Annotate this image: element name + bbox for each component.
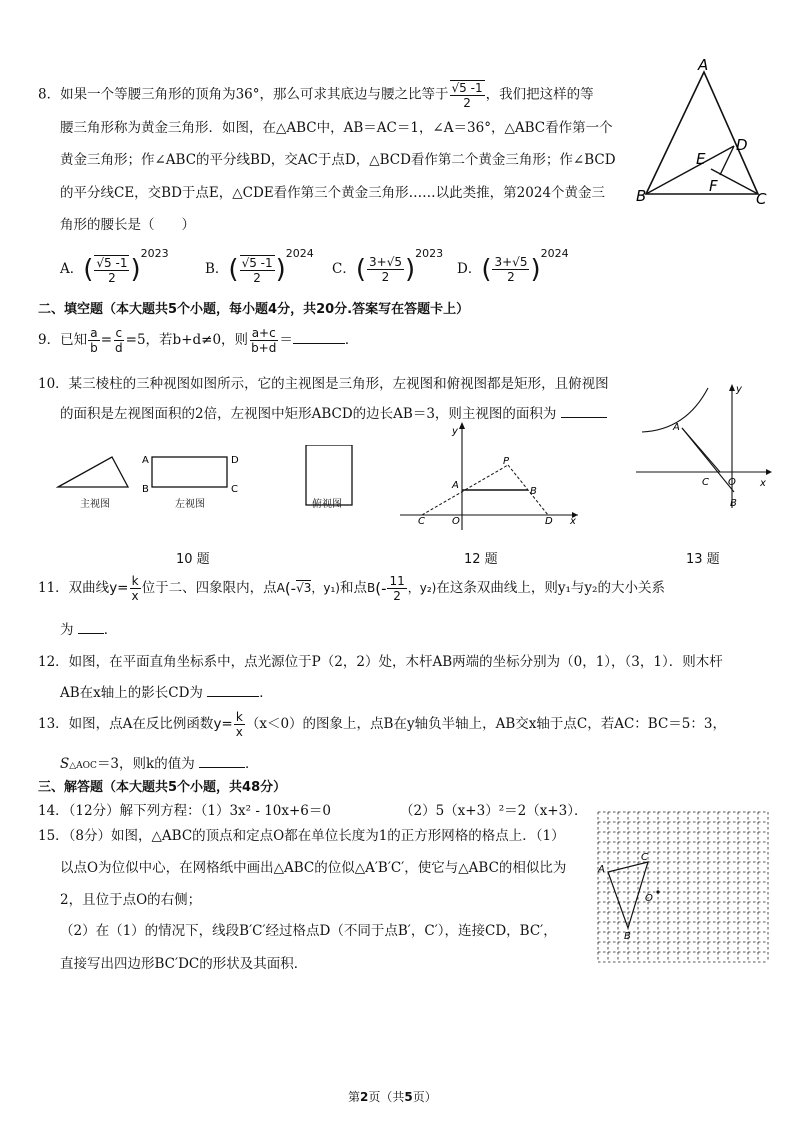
q15-grid-figure bbox=[592, 808, 772, 968]
q8-option-a: A．( $\frac{√5 -1}{2}$ )$^{2023}$ bbox=[60, 247, 169, 285]
section-3-title: 三、解答题（本大题共5个小题，共48分） bbox=[38, 780, 287, 795]
label-f: F bbox=[709, 177, 718, 195]
svg-text:O: O bbox=[452, 516, 460, 527]
q8-text: 8．如果一个等腰三角形的顶角为36°，那么可求其底边与腰之比等于 bbox=[38, 86, 449, 103]
q13-line-1: 13．如图，点A在反比例函数y= $\frac{k}{x}$ （x＜0）的图象上，点B在y轴负半轴上，AB交x轴于点C，若AC：BC＝5：3， bbox=[38, 710, 726, 739]
q10-line-2: 的面积是左视图面积的2倍，左视图中矩形ABCD的边长AB＝3，则主视图的面积为 bbox=[60, 404, 607, 424]
caption-13: 13 题 bbox=[686, 552, 720, 567]
q8-line-3: 黄金三角形；作∠ABC的平分线BD，交AC于点D，△BCD看作第二个黄金三角形；作∠BCD bbox=[60, 152, 616, 168]
svg-text:B: B bbox=[530, 486, 537, 497]
svg-text:C: C bbox=[418, 516, 425, 527]
q12-line-1: 12．如图，在平面直角坐标系中，点光源位于P（2，2）处，木杆AB两端的坐标分别为（0，1），（3，1）．则木杆 bbox=[38, 654, 723, 670]
svg-text:A: A bbox=[598, 864, 605, 875]
q9-answer-blank[interactable] bbox=[293, 343, 345, 344]
svg-text:B: B bbox=[624, 931, 631, 942]
q15-line-2: 以点O为位似中心，在网格纸中画出△ABC的位似△A′B′C′，使它与△ABC的相似比为 bbox=[60, 860, 567, 876]
q8-option-d: D．( $\frac{3+√5}{2}$ )$^{2024}$ bbox=[457, 247, 569, 285]
main-view-triangle bbox=[58, 457, 128, 487]
golden-triangle-figure bbox=[636, 58, 776, 210]
q8-line-2: 腰三角形称为黄金三角形．如图，在△ABC中，AB＝AC＝1，∠A＝36°，△ABC看作第一个 bbox=[60, 120, 613, 136]
bisector-ce bbox=[711, 169, 758, 194]
point-o bbox=[656, 890, 659, 893]
q11-line-1: 11．双曲线y= $\frac{k}{x}$ 位于二、四象限内，点A(-√3，y₁)和点B(- $\frac{11}{2}$ ，y₂)在这条双曲线上，则y₁与y₂的大小关系 bbox=[38, 574, 665, 603]
q14-part-2: （2）5（x+3）²＝2（x+3）． bbox=[400, 803, 588, 819]
svg-text:C: C bbox=[231, 484, 238, 495]
caption-12: 12 题 bbox=[464, 552, 498, 567]
svg-text:y: y bbox=[736, 384, 742, 395]
svg-text:A: A bbox=[142, 455, 149, 466]
svg-text:A: A bbox=[452, 480, 459, 491]
q10-line-1: 10．某三棱柱的三种视图如图所示，它的主视图是三角形，左视图和俯视图都是矩形，且俯视图 bbox=[38, 376, 609, 392]
svg-text:O: O bbox=[645, 893, 653, 904]
q8-line-1: 8．如果一个等腰三角形的顶角为36°，那么可求其底边与腰之比等于 $\frac{√5 -1}{2}$ ，我们把这样的等 bbox=[38, 81, 594, 110]
q11-line-2: 为 ． bbox=[60, 622, 118, 638]
q14-part-1: 14．（12分）解下列方程：（1）3x² - 10x+6＝0 bbox=[38, 803, 331, 819]
q13-line-2: S△AOC＝3，则k的值为 ． bbox=[60, 756, 259, 772]
svg-text:x: x bbox=[570, 516, 576, 527]
svg-text:O: O bbox=[728, 477, 736, 488]
svg-text:C: C bbox=[641, 852, 648, 863]
q10-answer-blank[interactable] bbox=[561, 417, 607, 418]
q8-line-4: 的平分线CE，交BD于点E，△CDE看作第三个黄金三角形……以此类推，第2024个黄金三 bbox=[60, 185, 606, 201]
q11-answer-blank[interactable] bbox=[78, 633, 104, 634]
page-footer: 第2页（共5页） bbox=[348, 1090, 437, 1104]
left-view-rect bbox=[152, 457, 227, 487]
svg-text:y: y bbox=[452, 426, 458, 437]
bisector-bd bbox=[646, 146, 734, 194]
svg-text:B: B bbox=[730, 498, 737, 509]
q8-option-c: C．( $\frac{3+√5}{2}$ )$^{2023}$ bbox=[332, 247, 444, 285]
caption-main-view: 主视图 bbox=[80, 499, 110, 510]
svg-text:P: P bbox=[503, 456, 510, 467]
svg-text:C: C bbox=[702, 477, 709, 488]
label-d: D bbox=[736, 136, 748, 154]
figure-12 bbox=[400, 420, 590, 532]
section-2-title: 二、填空题（本大题共5个小题，每小题4分，共20分.答案写在答题卡上） bbox=[38, 302, 470, 317]
q8-line-5: 角形的腰长是（ ） bbox=[60, 217, 195, 233]
svg-text:A: A bbox=[673, 422, 680, 433]
q12-answer-blank[interactable] bbox=[207, 696, 259, 697]
q12-line-2: AB在x轴上的影长CD为 ． bbox=[60, 685, 273, 701]
triangle-abc bbox=[646, 72, 758, 194]
q15-line-3: 2，且位于点O的右侧； bbox=[60, 892, 202, 908]
q9: 9．已知 $\frac{a}{b}$ = $\frac{c}{d}$ =5，若b+d≠0，则 $\frac{a+c}{b+d}$ ＝ ． bbox=[38, 326, 359, 355]
golden-ratio-fraction: $\frac{√5 -1}{2}$ bbox=[451, 81, 483, 110]
q15-line-4: （2）在（1）的情况下，线段B′C′经过格点D（不同于点B′，C′），连接CD，BC′， bbox=[60, 923, 557, 939]
caption-10: 10 题 bbox=[176, 552, 210, 567]
q15-line-1: 15．（8分）如图，△ABC的顶点和定点O都在单位长度为1的正方形网格的格点上．（1） bbox=[38, 828, 565, 844]
caption-top-view: 俯视图 bbox=[312, 499, 342, 510]
svg-text:B: B bbox=[142, 484, 149, 495]
label-e: E bbox=[696, 150, 706, 168]
q13-answer-blank[interactable] bbox=[199, 767, 245, 768]
label-a: A bbox=[698, 58, 709, 74]
svg-text:x: x bbox=[760, 478, 766, 489]
line-ac bbox=[682, 428, 720, 472]
label-b: B bbox=[636, 187, 647, 205]
q15-line-5: 直接写出四边形BC′DC的形状及其面积． bbox=[60, 956, 308, 972]
svg-text:D: D bbox=[545, 516, 553, 527]
caption-left-view: 左视图 bbox=[175, 499, 205, 510]
svg-text:D: D bbox=[231, 455, 239, 466]
q8-option-b: B．( $\frac{√5 -1}{2}$ )$^{2024}$ bbox=[205, 247, 314, 285]
figure-13 bbox=[636, 382, 776, 512]
label-c: C bbox=[756, 190, 767, 208]
